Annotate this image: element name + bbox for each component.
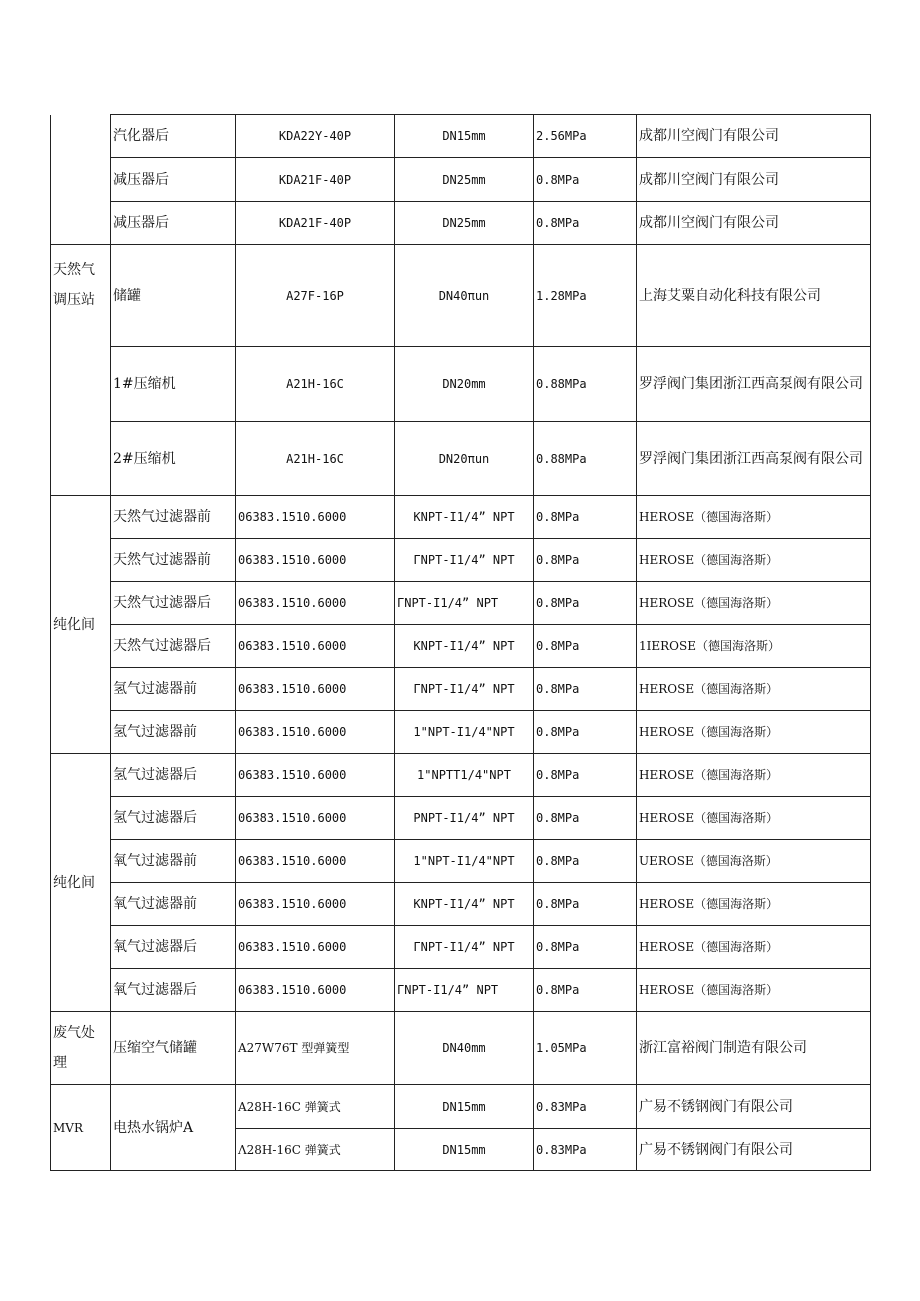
table-row	[51, 883, 871, 926]
size-cell: DN40πun	[395, 245, 534, 347]
table-row	[51, 797, 871, 840]
table-row	[51, 711, 871, 754]
model-cell: KDA22Y-40P	[236, 115, 395, 158]
table-row	[51, 1012, 871, 1085]
size-cell: PNPT-I1/4” NPT	[395, 797, 534, 840]
location-cell: 压缩空气储罐	[111, 1012, 236, 1085]
table-row	[51, 539, 871, 582]
area-cell: 天然气调压站	[51, 245, 111, 496]
pressure-cell: 0.8MPa	[534, 496, 637, 539]
pressure-cell: 0.8MPa	[534, 202, 637, 245]
table-row	[51, 202, 871, 245]
table-row	[51, 158, 871, 202]
valve-table	[50, 114, 871, 1171]
table-row	[51, 840, 871, 883]
pressure-cell: 0.8MPa	[534, 582, 637, 625]
location-cell: 氧气过滤器前	[111, 840, 236, 883]
location-cell: 氢气过滤器后	[111, 797, 236, 840]
table-row	[51, 926, 871, 969]
maker-cell: 罗浮阀门集团浙江西高泵阀有限公司	[637, 422, 871, 496]
maker-cell: 上海艾粟自动化科技有限公司	[637, 245, 871, 347]
location-cell: 电热水锅炉A	[111, 1085, 236, 1171]
location-cell: 2#压缩机	[111, 422, 236, 496]
pressure-cell: 0.8MPa	[534, 158, 637, 202]
maker-cell: HEROSE（德国海洛斯）	[637, 883, 871, 926]
pressure-cell: 0.8MPa	[534, 711, 637, 754]
location-cell: 氧气过滤器后	[111, 926, 236, 969]
pressure-cell: 1.28MPa	[534, 245, 637, 347]
table-row	[51, 625, 871, 668]
maker-cell: 成都川空阀门有限公司	[637, 202, 871, 245]
size-cell: 1"NPT-I1/4"NPT	[395, 840, 534, 883]
pressure-cell: 0.8MPa	[534, 926, 637, 969]
size-cell: DN25mm	[395, 202, 534, 245]
pressure-cell: 0.8MPa	[534, 625, 637, 668]
size-cell: DN15mm	[395, 1129, 534, 1171]
maker-cell: HEROSE（德国海洛斯）	[637, 582, 871, 625]
size-cell: DN20πun	[395, 422, 534, 496]
maker-cell: HEROSE（德国海洛斯）	[637, 754, 871, 797]
size-cell: DN40mm	[395, 1012, 534, 1085]
pressure-cell: 0.8MPa	[534, 883, 637, 926]
area-cell: 纯化间	[51, 754, 111, 1012]
model-cell: A21H-16C	[236, 422, 395, 496]
model-cell: 06383.1510.6000	[236, 539, 395, 582]
table-row	[51, 115, 871, 158]
location-cell: 天然气过滤器后	[111, 582, 236, 625]
pressure-cell: 2.56MPa	[534, 115, 637, 158]
size-cell: ΓNPT-I1/4” NPT	[395, 668, 534, 711]
table-row	[51, 1085, 871, 1129]
size-cell: 1"NPT-I1/4"NPT	[395, 711, 534, 754]
maker-cell: HEROSE（德国海洛斯）	[637, 797, 871, 840]
maker-cell: 成都川空阀门有限公司	[637, 115, 871, 158]
size-cell: ΓNPT-I1/4” NPT	[395, 539, 534, 582]
model-cell: KDA21F-40P	[236, 202, 395, 245]
pressure-cell: 0.8MPa	[534, 539, 637, 582]
area-cell	[51, 115, 111, 245]
pressure-cell: 0.8MPa	[534, 668, 637, 711]
model-cell: 06383.1510.6000	[236, 582, 395, 625]
pressure-cell: 1.05MPa	[534, 1012, 637, 1085]
pressure-cell: 0.88MPa	[534, 422, 637, 496]
area-cell: 废气处理	[51, 1012, 111, 1085]
model-cell: 06383.1510.6000	[236, 926, 395, 969]
maker-cell: 浙江富裕阀门制造有限公司	[637, 1012, 871, 1085]
model-cell: A27W76T 型弹簧型	[236, 1012, 395, 1085]
pressure-cell: 0.8MPa	[534, 840, 637, 883]
area-cell: MVR	[51, 1085, 111, 1171]
size-cell: ΓNPT-I1/4” NPT	[395, 582, 534, 625]
model-cell: 06383.1510.6000	[236, 668, 395, 711]
maker-cell: HEROSE（德国海洛斯）	[637, 711, 871, 754]
location-cell: 减压器后	[111, 158, 236, 202]
table-row	[51, 582, 871, 625]
size-cell: KNPT-I1/4” NPT	[395, 496, 534, 539]
table-row	[51, 969, 871, 1012]
table-row	[51, 496, 871, 539]
size-cell: DN15mm	[395, 115, 534, 158]
maker-cell: HEROSE（德国海洛斯）	[637, 969, 871, 1012]
location-cell: 1#压缩机	[111, 347, 236, 422]
model-cell: 06383.1510.6000	[236, 625, 395, 668]
pressure-cell: 0.8MPa	[534, 969, 637, 1012]
model-cell: 06383.1510.6000	[236, 797, 395, 840]
location-cell: 氢气过滤器前	[111, 668, 236, 711]
model-cell: 06383.1510.6000	[236, 883, 395, 926]
location-cell: 氧气过滤器前	[111, 883, 236, 926]
maker-cell: HEROSE（德国海洛斯）	[637, 496, 871, 539]
pressure-cell: 0.8MPa	[534, 754, 637, 797]
maker-cell: HEROSE（德国海洛斯）	[637, 539, 871, 582]
size-cell: KNPT-I1/4” NPT	[395, 883, 534, 926]
model-cell: KDA21F-40P	[236, 158, 395, 202]
maker-cell: 罗浮阀门集团浙江西高泵阀有限公司	[637, 347, 871, 422]
table-row	[51, 347, 871, 422]
location-cell: 汽化器后	[111, 115, 236, 158]
maker-cell: HEROSE（德国海洛斯）	[637, 926, 871, 969]
location-cell: 减压器后	[111, 202, 236, 245]
table-row	[51, 422, 871, 496]
pressure-cell: 0.88MPa	[534, 347, 637, 422]
model-cell: 06383.1510.6000	[236, 754, 395, 797]
size-cell: 1"NPTT1/4"NPT	[395, 754, 534, 797]
size-cell: ΓNPT-I1/4” NPT	[395, 926, 534, 969]
size-cell: DN25mm	[395, 158, 534, 202]
size-cell: DN20mm	[395, 347, 534, 422]
pressure-cell: 0.8MPa	[534, 797, 637, 840]
table-row	[51, 668, 871, 711]
pressure-cell: 0.83MPa	[534, 1085, 637, 1129]
location-cell: 氢气过滤器后	[111, 754, 236, 797]
model-cell: 06383.1510.6000	[236, 969, 395, 1012]
size-cell: DN15mm	[395, 1085, 534, 1129]
table-row	[51, 754, 871, 797]
model-cell: A28H-16C 弹簧式	[236, 1085, 395, 1129]
model-cell: 06383.1510.6000	[236, 711, 395, 754]
maker-cell: 1IEROSE（德国海洛斯）	[637, 625, 871, 668]
maker-cell: 广易不锈钢阀门有限公司	[637, 1129, 871, 1171]
model-cell: 06383.1510.6000	[236, 496, 395, 539]
pressure-cell: 0.83MPa	[534, 1129, 637, 1171]
model-cell: 06383.1510.6000	[236, 840, 395, 883]
size-cell: ΓNPT-I1/4” NPT	[395, 969, 534, 1012]
model-cell: A27F-16P	[236, 245, 395, 347]
location-cell: 储罐	[111, 245, 236, 347]
maker-cell: UEROSE（德国海洛斯）	[637, 840, 871, 883]
size-cell: KNPT-I1/4” NPT	[395, 625, 534, 668]
location-cell: 氢气过滤器前	[111, 711, 236, 754]
maker-cell: 成都川空阀门有限公司	[637, 158, 871, 202]
location-cell: 氧气过滤器后	[111, 969, 236, 1012]
table-row	[51, 245, 871, 347]
area-cell: 纯化间	[51, 496, 111, 754]
location-cell: 天然气过滤器前	[111, 539, 236, 582]
location-cell: 天然气过滤器后	[111, 625, 236, 668]
maker-cell: 广易不锈钢阀门有限公司	[637, 1085, 871, 1129]
location-cell: 天然气过滤器前	[111, 496, 236, 539]
model-cell: Λ28H-16C 弹簧式	[236, 1129, 395, 1171]
model-cell: A21H-16C	[236, 347, 395, 422]
maker-cell: HEROSE（德国海洛斯）	[637, 668, 871, 711]
